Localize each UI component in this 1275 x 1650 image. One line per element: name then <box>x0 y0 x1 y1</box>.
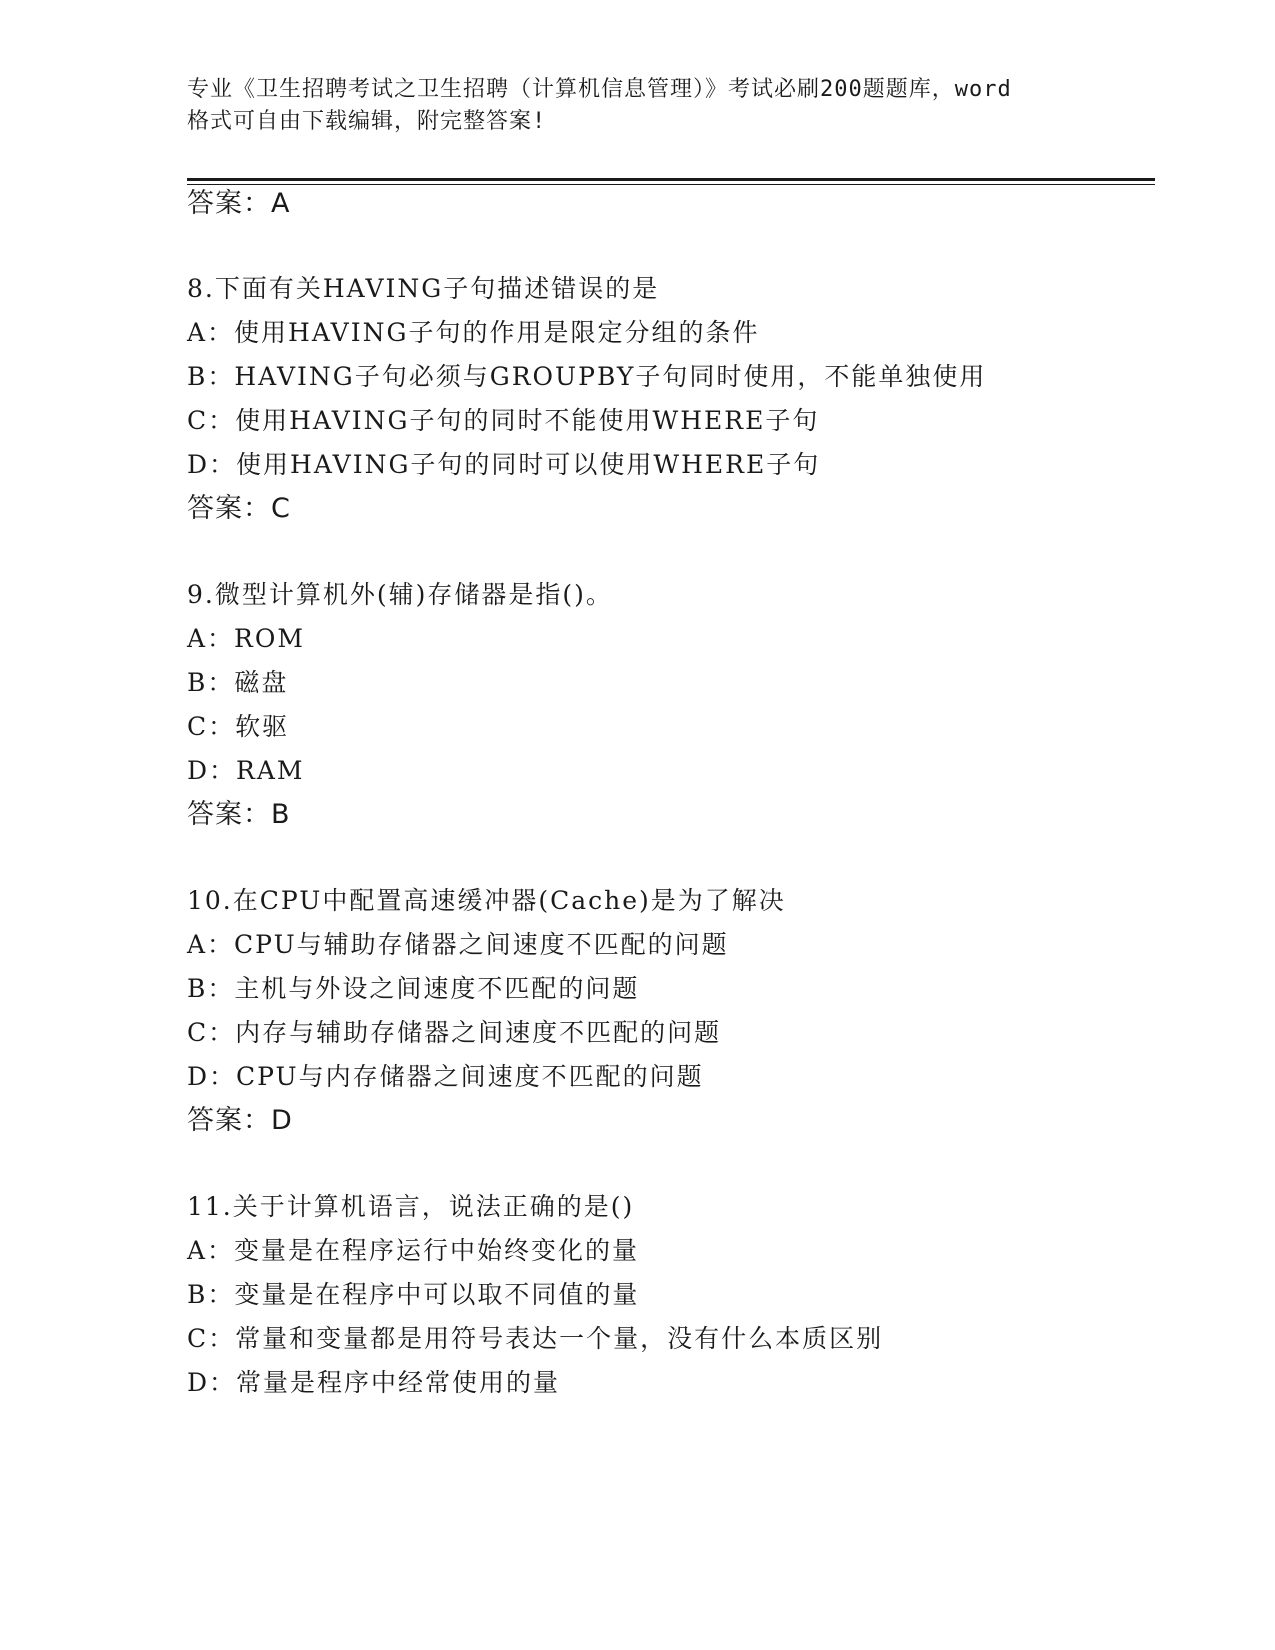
question-11-stem: 11.关于计算机语言，说法正确的是() <box>187 1192 635 1221</box>
question-11-option-d: D：常量是程序中经常使用的量 <box>187 1368 561 1397</box>
question-8-option-a: A：使用HAVING子句的作用是限定分组的条件 <box>187 318 760 347</box>
question-8-stem: 8.下面有关HAVING子句描述错误的是 <box>187 274 660 303</box>
question-8-answer: 答案：C <box>187 493 291 524</box>
previous-answer: 答案：A <box>187 188 291 219</box>
question-11-option-a: A：变量是在程序运行中始终变化的量 <box>187 1236 640 1265</box>
question-9-option-b: B：磁盘 <box>187 668 289 697</box>
question-10-option-a: A：CPU与辅助存储器之间速度不匹配的问题 <box>187 930 729 959</box>
question-9-option-d: D：RAM <box>187 756 305 785</box>
question-10-option-c: C：内存与辅助存储器之间速度不匹配的问题 <box>187 1018 722 1047</box>
header-divider-thick <box>187 178 1155 181</box>
question-10-option-d: D：CPU与内存储器之间速度不匹配的问题 <box>187 1062 704 1091</box>
question-9-answer: 答案：B <box>187 799 291 830</box>
question-10-option-b: B：主机与外设之间速度不匹配的问题 <box>187 974 640 1003</box>
question-10-stem: 10.在CPU中配置高速缓冲器(Cache)是为了解决 <box>187 886 786 915</box>
question-8-option-d: D：使用HAVING子句的同时可以使用WHERE子句 <box>187 450 821 479</box>
question-8-option-b: B：HAVING子句必须与GROUPBY子句同时使用，不能单独使用 <box>187 362 987 391</box>
question-10-answer: 答案：D <box>187 1105 293 1136</box>
question-9-stem: 9.微型计算机外(辅)存储器是指()。 <box>187 580 613 609</box>
question-8-option-c: C：使用HAVING子句的同时不能使用WHERE子句 <box>187 406 820 435</box>
question-11-option-b: B：变量是在程序中可以取不同值的量 <box>187 1280 640 1309</box>
question-9-option-a: A：ROM <box>187 624 305 653</box>
header-divider-thin <box>187 184 1155 185</box>
header-line-2: 格式可自由下载编辑，附完整答案! <box>187 109 547 134</box>
document-header <box>187 74 1087 138</box>
question-11-option-c: C：常量和变量都是用符号表达一个量，没有什么本质区别 <box>187 1324 884 1353</box>
question-9-option-c: C：软驱 <box>187 712 290 741</box>
header-line-1: 专业《卫生招聘考试之卫生招聘（计算机信息管理）》考试必刷200题题库，word <box>187 77 1012 102</box>
